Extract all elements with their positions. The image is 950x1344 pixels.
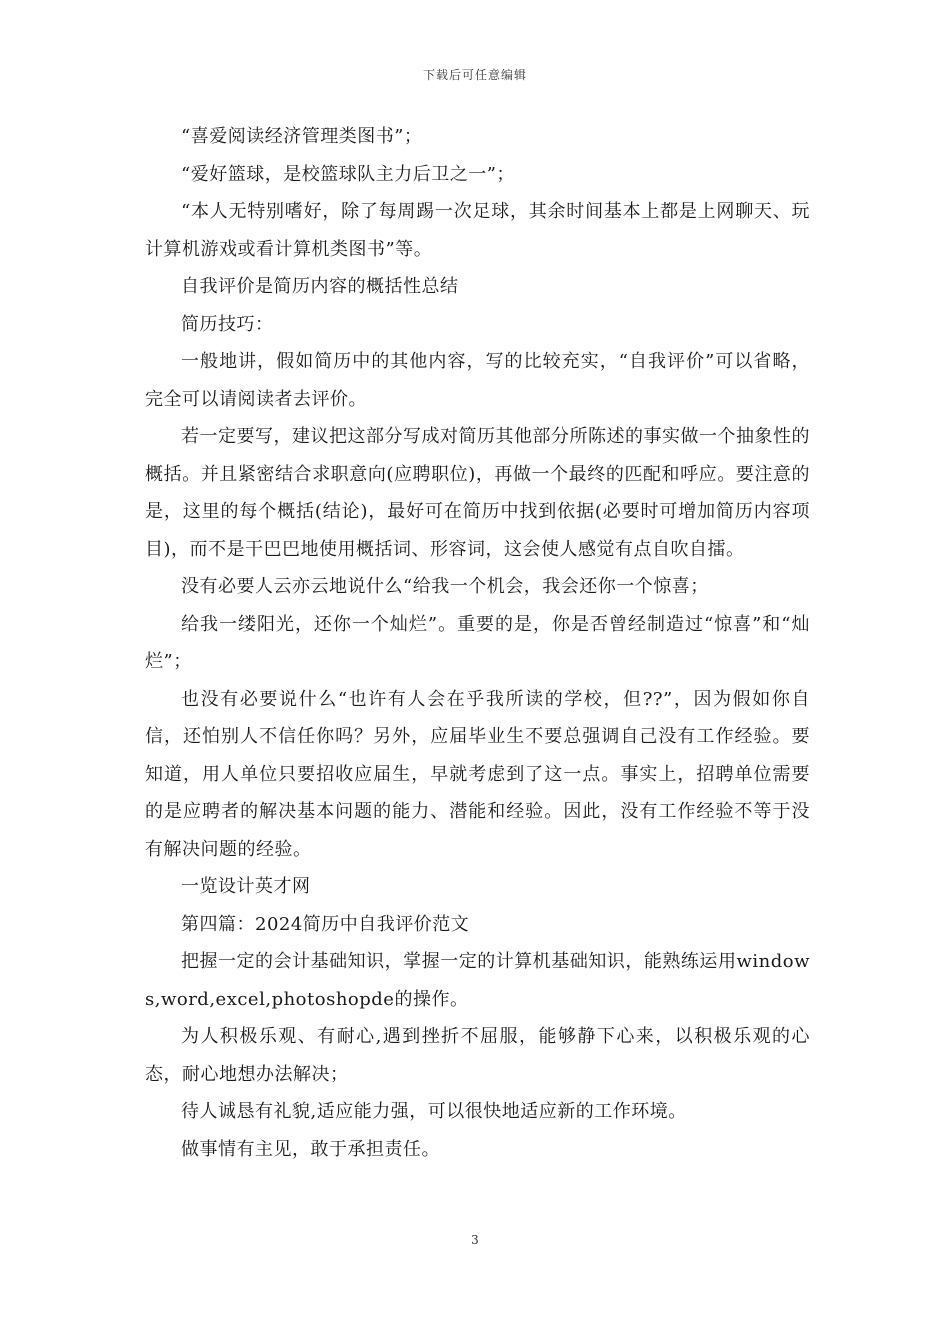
page-number: 3 bbox=[471, 1233, 479, 1247]
section-link-text: 一览设计英才网 bbox=[181, 876, 311, 897]
paragraph: 为人积极乐观、有耐心,遇到挫折不屈服，能够静下心来，以积极乐观的心态，耐心地想办法解决； bbox=[145, 1026, 810, 1085]
paragraph: “本人无特别嗜好，除了每周踢一次足球，其余时间基本上都是上网聊天、玩计算机游戏或看计算机类图书”等。 bbox=[145, 201, 810, 260]
paragraph: 待人诚恳有礼貌,适应能力强，可以很快地适应新的工作环境。 bbox=[181, 1101, 687, 1122]
paragraph: “爱好篮球，是校篮球队主力后卫之一”； bbox=[181, 163, 515, 185]
paragraph: 一般地讲，假如简历中的其他内容，写的比较充实，“自我评价”可以省略，完全可以请阅读者去评价。 bbox=[145, 351, 810, 410]
paragraph: 做事情有主见，敢于承担责任。 bbox=[181, 1138, 440, 1160]
section-heading: 第四篇：2024简历中自我评价范文 bbox=[181, 913, 470, 935]
paragraph: 若一定要写，建议把这部分写成对简历其他部分所陈述的事实做一个抽象性的概括。并且紧密结合求职意向(应聘职位)，再做一个最终的匹配和呼应。要注意的是，这里的每个概括(结论)，最好可在简历中找到依据(必要时可增加简历内容项目)，而不是干巴巴地使用概括词、形容词，这会使人感觉有点自吹自擂。 bbox=[145, 426, 810, 560]
page-header: 下载后可任意编辑 bbox=[422, 68, 527, 82]
paragraph: 把握一定的会计基础知识，掌握一定的计算机基础知识，能熟练运用windows,word,excel,photoshopde的操作。 bbox=[145, 951, 810, 1010]
paragraph: 简历技巧： bbox=[181, 313, 274, 335]
paragraph: 没有必要人云亦云地说什么“给我一个机会，我会还你一个惊喜； bbox=[181, 576, 709, 597]
paragraph: “喜爱阅读经济管理类图书”； bbox=[181, 126, 423, 147]
paragraph: 给我一缕阳光，还你一个灿烂”。重要的是，你是否曾经制造过“惊喜”和“灿烂”； bbox=[145, 613, 810, 672]
paragraph: 也没有必要说什么“也许有人会在乎我所读的学校，但??”，因为假如你自信，还怕别人不信任你吗？另外，应届毕业生不要总强调自己没有工作经验。要知道，用人单位只要招收应届生，早就考虑到了这一点。事实上，招聘单位需要的是应聘者的解决基本问题的能力、潜能和经验。因此，没有工作经验不等于没有解决问题的经验。 bbox=[145, 688, 810, 860]
document-body bbox=[145, 118, 810, 1168]
paragraph: 自我评价是简历内容的概括性总结 bbox=[181, 276, 459, 297]
